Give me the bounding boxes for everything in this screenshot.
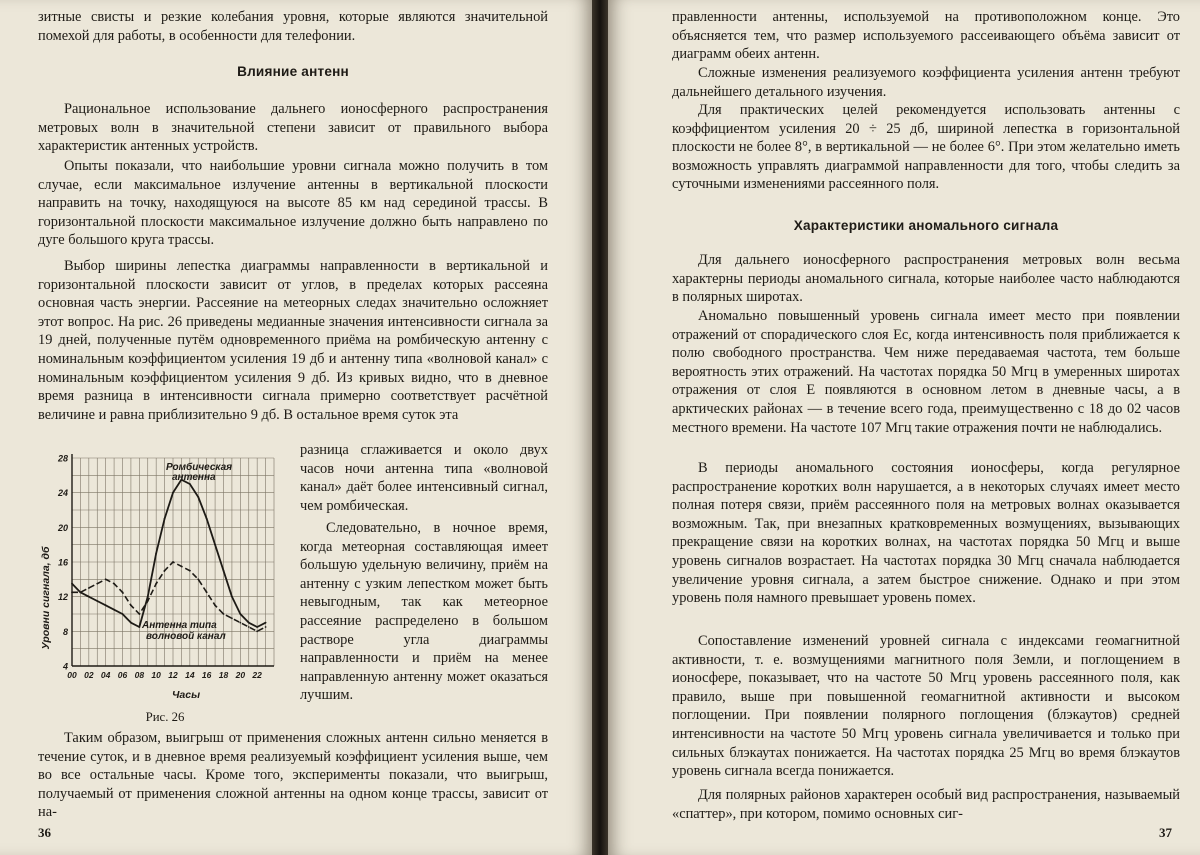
- chart-y-tick-label: 12: [57, 592, 68, 603]
- series-point: [155, 583, 157, 585]
- chart-y-axis-label: Уровни сигнала, дб: [40, 546, 52, 650]
- series-label-rhombic-line2: антенна: [172, 472, 216, 483]
- chart-y-tick-label: 24: [57, 488, 68, 499]
- series-point: [231, 596, 233, 598]
- series-point: [214, 604, 216, 606]
- series-point: [206, 591, 208, 593]
- chart-y-tick-label: 8: [62, 626, 68, 637]
- chart-y-tick-label: 20: [57, 522, 68, 533]
- right-paragraph-3: Для дальнего ионосферного распространения метровых волн весьма характерны периоды аномального сигнала, которые наиболее часто наблюдаются в полярных широтах.: [672, 252, 1180, 306]
- left-page: [0, 0, 592, 855]
- signal-level-chart: [38, 448, 292, 704]
- right-paragraph-4: Аномально повышенный уровень сигнала имеет место при появлении отражений от спорадического слоя Eс, когда интенсивность поля приближается к полю свободного пространства. Чем ниже передаваемая частота, тем больше вероятность этих отражений. На частотах порядка 50 Мгц в умеренных широтах отражения от слоя E появляются в основном летом в дневные часы, а в арктических районах — в течение всего года, преимущественно с 18 до 02 часов местного времени. На частоте 107 Мгц такие отражения почти не наблюдались.: [672, 308, 1180, 436]
- series-point: [206, 518, 208, 520]
- series-point: [122, 591, 124, 593]
- beside-figure-paragraph-1: разница сглаживается и около двух часов ночи антенна типа «волновой канал» даёт более интенсивный сигнал, чем ромбическая.: [300, 442, 548, 514]
- series-point: [71, 591, 73, 593]
- chart-x-tick-label: 12: [168, 670, 178, 680]
- right-top-paragraph: правленности антенны, используемой на противоположном конце. Это объясняется тем, что размер используемого рассеивающего объёма зависит от диаграмм обеих антенн.: [672, 9, 1180, 63]
- series-point: [96, 583, 98, 585]
- series-point: [189, 570, 191, 572]
- series-point: [164, 570, 166, 572]
- series-point: [130, 604, 132, 606]
- series-point: [172, 561, 174, 563]
- chart-x-tick-label: 10: [151, 670, 161, 680]
- chart-x-tick-label: 18: [218, 670, 229, 680]
- series-point: [239, 622, 241, 624]
- series-point: [122, 613, 124, 615]
- series-point: [138, 613, 140, 615]
- series-point: [164, 518, 166, 520]
- series-point: [88, 587, 90, 589]
- series-point: [265, 622, 267, 624]
- chart-y-tick-label: 16: [57, 557, 68, 568]
- series-point: [172, 492, 174, 494]
- chart-x-tick-label: 22: [252, 670, 262, 680]
- series-point: [181, 565, 183, 567]
- page-number-right: 37: [1159, 825, 1172, 840]
- series-point: [71, 583, 73, 585]
- chart-y-tick-label: 28: [57, 453, 68, 464]
- section-heading-anomalous-signal: Характеристики аномального сигнала: [793, 218, 1059, 233]
- figure-caption: Рис. 26: [145, 710, 185, 724]
- series-point: [239, 613, 241, 615]
- series-point: [197, 578, 199, 580]
- chart-x-tick-label: 16: [201, 670, 212, 680]
- left-paragraph-3: Выбор ширины лепестка диаграммы направленности в вертикальной и горизонтальной плоскости зависит от углов, в пределах которых рассеяна основная часть энергии. Рассеяние на метеорных следах значительно осложняет этот вопрос. На рис. 26 приведены медианные значения интенсивности сигнала за 19 дней, полученные путём одновременного приёма на ромбическую антенну с номинальным коэффициентом усиления 19 дб и антенну типа «волновой канал» с номинальным коэффициентом усиления 9 дб. Из кривых видно, что в дневное время разница в интенсивности сигнала примерно соответствует расчётной величине и равна приблизительно 9 дб. В остальное время суток эта: [38, 258, 548, 423]
- right-paragraph-1: Сложные изменения реализуемого коэффициента усиления антенн требуют дальнейшего детального изучения.: [672, 65, 1180, 100]
- series-point: [223, 613, 225, 615]
- right-paragraph-7: Для полярных районов характерен особый вид распространения, называемый «спаттер», при котором, помимо основных сиг-: [672, 787, 1180, 822]
- series-point: [265, 626, 267, 628]
- beside-figure-paragraph-2: Следовательно, в ночное время, когда метеорная составляющая имеет большую удельную величину, приём на антенну с узким лепестком может быть невыгодным, так как метеорное рассеяние распределено в большом растворе угла диаграммы направленности и приём на менее направленную антенну может оказаться лучшим.: [300, 520, 548, 704]
- chart-x-tick-label: 20: [235, 670, 246, 680]
- series-point: [105, 604, 107, 606]
- series-point: [189, 483, 191, 485]
- series-point: [96, 600, 98, 602]
- right-paragraph-2: Для практических целей рекомендуется использовать антенны с коэффициентом усиления 20 ÷ 25 дб, шириной лепестка в горизонтальной плоскости не более 8°, в вертикальной — не более 6°. При этом желательно иметь возможность управлять диаграммой направленности для того, чтобы следить за суточными изменениями рассеянного поля.: [672, 102, 1180, 193]
- book-gutter: [592, 0, 608, 855]
- series-label-wave-line1: Антенна типа: [142, 620, 217, 631]
- series-point: [138, 626, 140, 628]
- section-heading-antennas: Влияние антенн: [237, 64, 349, 79]
- left-bottom-paragraph: Таким образом, выигрыш от применения сложных антенн сильно меняется в течение суток, и в дневное время реализуемый коэффициент усиления выше, чем во все остальные часы. Кроме того, эксперименты показали, что выигрыш, получаемый от применения сложной антенны на одном конце трассы, зависит от на-: [38, 730, 548, 821]
- chart-x-tick-label: 00: [67, 670, 77, 680]
- series-point: [113, 583, 115, 585]
- left-top-paragraph: зитные свисты и резкие колебания уровня, которые являются значительной помехой для работы, в особенности для телефонии.: [38, 9, 548, 44]
- series-point: [155, 552, 157, 554]
- chart-labels: [57, 454, 262, 681]
- series-point: [248, 626, 250, 628]
- chart-x-axis-label: Часы: [171, 689, 201, 701]
- chart-x-tick-label: 02: [84, 670, 94, 680]
- series-label-wave-line2: волновой канал: [146, 631, 226, 642]
- series-label-rhombic-line1: Ромбическая: [166, 462, 233, 473]
- chart-series: [71, 479, 266, 632]
- right-paragraph-5: В периоды аномального состояния ионосферы, когда регулярное распространение коротких волн нарушается, а в некоторых случаях имеет место полная потеря связи, приём рассеянного поля на метровых волнах оказывается возможным. Так, при внезапных кратковременных возмущениях, вызывающих прекращение связи на коротких волнах, на частотах порядка 50 Мгц и выше уровень сигналов возрастает. На частотах порядка 30 Мгц сначала наблюдается увеличение уровня сигнала, а затем быстрое снижение. Однако и при этом уровень поля намного превышает уровень помех.: [672, 460, 1180, 607]
- series-point: [113, 609, 115, 611]
- series-point: [147, 596, 149, 598]
- chart-x-tick-label: 06: [117, 670, 128, 680]
- series-point: [248, 622, 250, 624]
- left-paragraph-1: Рациональное использование дальнего ионосферного распространения метровых волн в значительной степени зависит от правильного выбора характеристик антенных устройств.: [38, 101, 548, 155]
- series-point: [256, 630, 258, 632]
- right-paragraph-6: Сопоставление изменений уровней сигнала с индексами геомагнитной активности, т. е. возмущениями магнитного поля Земли, и поглощением в ионосфере, показывает, что на частоте 50 Мгц уровень рассеянного поля, как правило, выше при повышенной геомагнитной активности и высоком поглощении. При появлении полярного поглощения (блэкаутов) средней интенсивности на частоте 50 Мгц уровень сигнала увеличивается и только при сильных блэкаутах понижается. На частотах порядка 25 Мгц во время блэкаутов уровень сигнала всегда понижается.: [672, 633, 1180, 780]
- right-page: [608, 0, 1200, 855]
- series-point: [214, 544, 216, 546]
- chart-x-tick-label: 14: [185, 670, 195, 680]
- series-point: [197, 496, 199, 498]
- series-point: [147, 600, 149, 602]
- series-line-rhombic: [72, 480, 266, 627]
- series-point: [231, 617, 233, 619]
- series-point: [88, 596, 90, 598]
- chart-y-tick-label: 4: [62, 661, 68, 672]
- series-point: [130, 622, 132, 624]
- page-number-left: 36: [38, 825, 51, 840]
- series-point: [80, 591, 82, 593]
- series-point: [223, 570, 225, 572]
- chart-x-tick-label: 04: [100, 670, 111, 680]
- chart-x-tick-label: 08: [134, 670, 145, 680]
- series-point: [256, 626, 258, 628]
- series-point: [105, 578, 107, 580]
- figure-26: [38, 448, 292, 748]
- left-paragraph-2: Опыты показали, что наибольшие уровни сигнала можно получить в том случае, если максимальное излучение антенны в вертикальной плоскости направить на точку, находящуюся на высоте 85 км над серединой трассы. В горизонтальной плоскости максимальное излучение должно быть направлено по дуге большого круга трассы.: [38, 158, 548, 249]
